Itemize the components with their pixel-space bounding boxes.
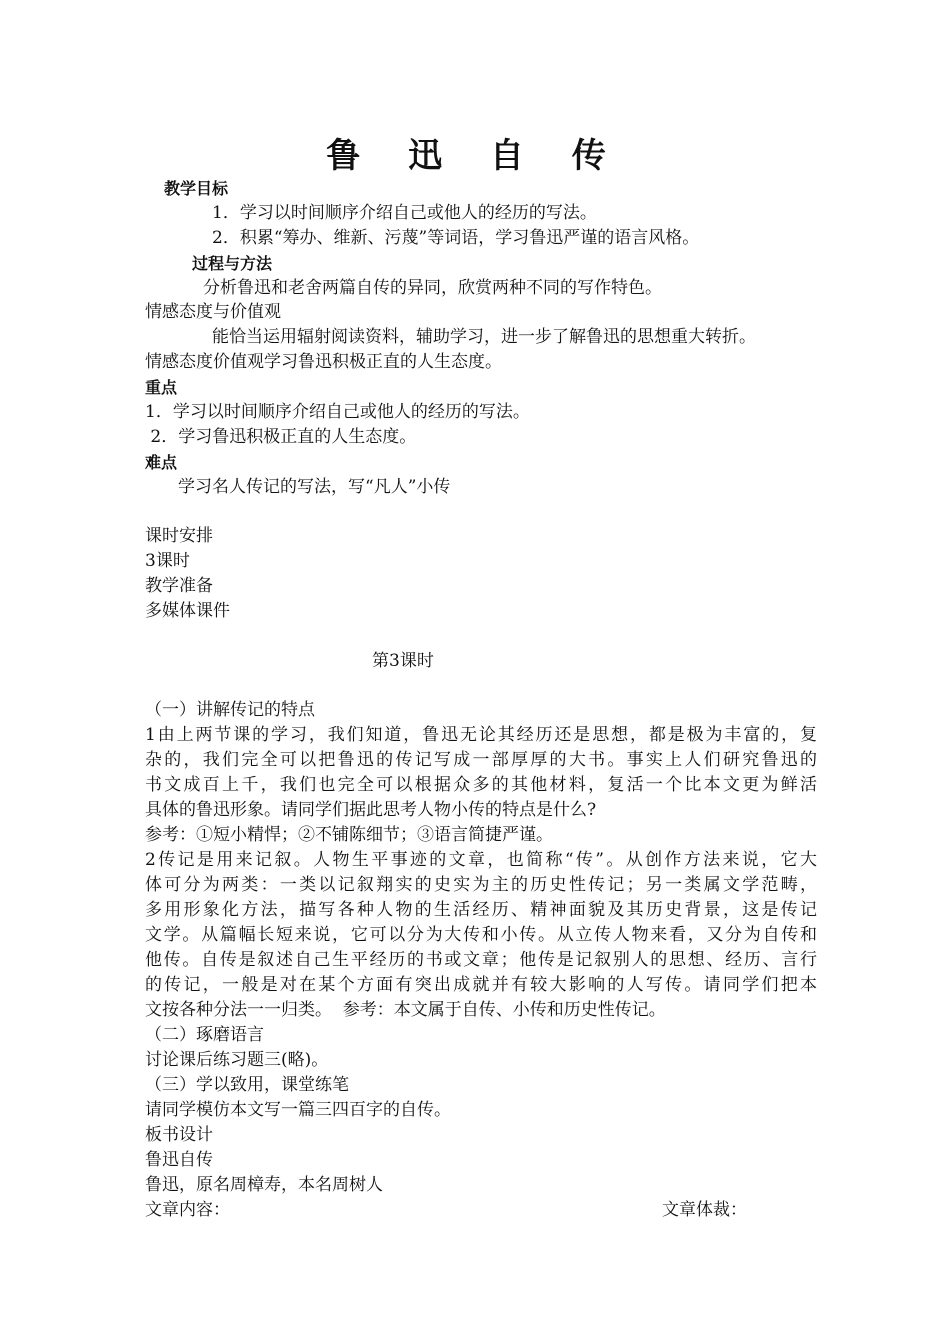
section1-para1-line: 具体的鲁迅形象。请同学们据此思考人物小传的特点是什么? [145, 800, 597, 820]
board-left-label: 文章内容： [145, 1200, 230, 1220]
emotion-heading: 情感态度与价值观 [145, 302, 281, 322]
board-title: 鲁迅自传 [145, 1150, 213, 1170]
section1-paragraph-1 [145, 723, 817, 823]
section1-para2-line: 他传。自传是叙述自己生平经历的书或文章；他传是记叙别人的思想、经历、言行 [145, 950, 817, 970]
key-point-item-2: 2．学习鲁迅积极正直的人生态度。 [145, 427, 417, 447]
section1-para2-line: 文学。从篇幅长短来说，它可以分为大传和小传。从立传人物来看，又分为自传和 [145, 925, 817, 945]
board-right-label: 文章体裁： [662, 1200, 747, 1220]
key-points-heading: 重点 [145, 378, 178, 397]
goals-heading: 教学目标 [164, 179, 229, 198]
preparation-heading: 教学准备 [145, 576, 213, 596]
schedule-value: 3课时 [145, 551, 190, 571]
difficulty-text: 学习名人传记的写法，写“凡人”小传 [178, 477, 451, 497]
section3-text: 请同学模仿本文写一篇三四百字的自传。 [145, 1100, 451, 1120]
goal-item-1: 1．学习以时间顺序介绍自己或他人的经历的写法。 [212, 203, 597, 223]
schedule-heading: 课时安排 [145, 526, 213, 546]
emotion-line-2: 情感态度价值观学习鲁迅积极正直的人生态度。 [145, 352, 502, 372]
goal-item-2: 2．积累“筹办、维新、污蔑”等词语，学习鲁迅严谨的语言风格。 [212, 228, 700, 248]
document-title: 鲁 迅 自 传 [326, 136, 624, 176]
section1-para1-line: 1由上两节课的学习，我们知道，鲁迅无论其经历还是思想，都是极为丰富的，复 [145, 725, 817, 745]
section1-para2-line: 体可分为两类：一类以记叙翔实的史实为主的历史性传记；另一类属文学范畴， [145, 875, 817, 895]
section1-para1-line: 杂的，我们完全可以把鲁迅的传记写成一部厚厚的大书。事实上人们研究鲁迅的 [145, 750, 817, 770]
section1-reference-1: 参考：①短小精悍；②不铺陈细节；③语言简捷严谨。 [145, 825, 553, 845]
section1-para2-line: 多用形象化方法，描写各种人物的生活经历、精神面貌及其历史背景，这是传记 [145, 900, 817, 920]
section1-para2-line: 文按各种分法一一归类。 参考：本文属于自传、小传和历史性传记。 [145, 1000, 666, 1020]
section1-para2-line: 2传记是用来记叙。人物生平事迹的文章，也简称“传”。从创作方法来说，它大 [145, 850, 817, 870]
difficulty-heading: 难点 [145, 453, 178, 472]
lesson-title: 第3课时 [372, 651, 434, 671]
emotion-line-1: 能恰当运用辐射阅读资料，辅助学习，进一步了解鲁迅的思想重大转折。 [212, 327, 756, 347]
process-text: 分析鲁迅和老舍两篇自传的异同，欣赏两种不同的写作特色。 [203, 278, 662, 298]
process-heading: 过程与方法 [192, 254, 273, 273]
section3-heading: （三）学以致用，课堂练笔 [145, 1075, 349, 1095]
board-line: 鲁迅，原名周樟寿，本名周树人 [145, 1175, 383, 1195]
preparation-value: 多媒体课件 [145, 601, 230, 621]
key-point-item-1: 1．学习以时间顺序介绍自己或他人的经历的写法。 [145, 402, 530, 422]
section1-heading: （一）讲解传记的特点 [145, 700, 315, 720]
section2-heading: （二）琢磨语言 [145, 1025, 264, 1045]
board-heading: 板书设计 [145, 1125, 213, 1145]
section1-para1-line: 书文成百上千，我们也完全可以根据众多的其他材料，复活一个比本文更为鲜活 [145, 775, 817, 795]
section2-text: 讨论课后练习题三(略)。 [145, 1050, 329, 1070]
section1-para2-line: 的传记，一般是对在某个方面有突出成就并有较大影响的人写传。请同学们把本 [145, 975, 817, 995]
section1-paragraph-2 [145, 848, 817, 1023]
